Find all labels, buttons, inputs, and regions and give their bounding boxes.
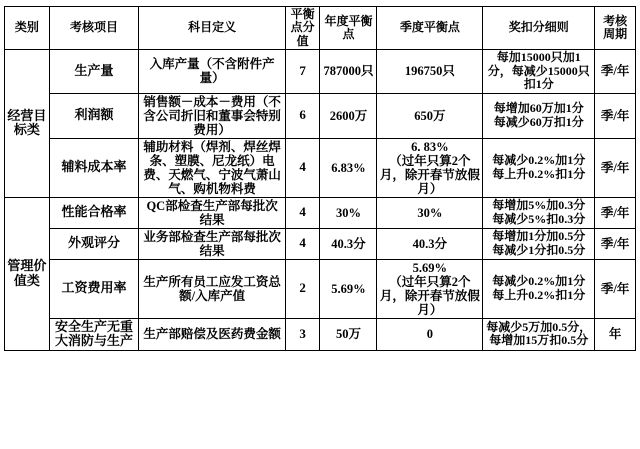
rule-line: 每减少60万扣1分 <box>493 114 584 129</box>
year-balance-line: 5.69% <box>331 281 366 296</box>
rule-line: 每减少1分扣0.5分 <box>492 242 586 257</box>
rules-cell <box>483 259 595 318</box>
cycle-cell: 年 <box>595 318 636 350</box>
points-cell: 7 <box>285 50 320 93</box>
year-balance-line: 40.3分 <box>331 236 366 251</box>
year-balance-cell <box>320 138 377 197</box>
definition-line: 生产部赔偿及医药费金额 <box>143 327 281 342</box>
year-balance-cell <box>320 197 377 228</box>
year-balance-line: 6.83% <box>331 160 366 175</box>
rule-line: 每加15000只加1分，每减少15000只扣1分 <box>487 50 590 92</box>
cycle-cell: 季/年 <box>595 228 636 259</box>
points-cell: 4 <box>285 138 320 197</box>
rule-line: 每上升0.2%扣1分 <box>492 166 586 181</box>
definition-line: 业务部检查生产部每批次结果 <box>143 229 281 258</box>
quarter-balance-cell <box>377 197 483 228</box>
col-header-category: 类别 <box>5 7 50 50</box>
definition-cell <box>139 50 286 93</box>
cycle-cell: 季/年 <box>595 197 636 228</box>
rule-line: 每增加60万加1分 <box>493 101 584 116</box>
definition-cell <box>139 138 286 197</box>
table-body <box>5 50 636 350</box>
cycle-cell: 季/年 <box>595 259 636 318</box>
year-balance-line: 30% <box>335 205 361 220</box>
quarter-balance-cell <box>377 259 483 318</box>
category-cell-business: 经营目标类 <box>5 50 50 197</box>
year-balance-cell <box>320 50 377 93</box>
year-balance-line: 787000只 <box>323 64 374 79</box>
col-header-cycle: 考核周期 <box>595 7 636 50</box>
cycle-cell: 季/年 <box>595 50 636 93</box>
item-cell: 利润额 <box>49 93 139 138</box>
rule-line: 每减少0.2%加1分 <box>492 153 586 168</box>
item-cell: 生产量 <box>49 50 139 93</box>
rule-line: 每减少5万加0.5分，每增加15万扣0.5分 <box>486 319 592 348</box>
definition-cell <box>139 228 286 259</box>
year-balance-cell <box>320 259 377 318</box>
rules-cell <box>483 228 595 259</box>
year-balance-line: 2600万 <box>329 108 368 123</box>
definition-line: 生产所有员工应发工资总额/入库产值 <box>143 274 281 303</box>
rule-line: 每增加1分加0.5分 <box>492 229 586 244</box>
table-row <box>5 50 636 93</box>
item-cell: 外观评分 <box>49 228 139 259</box>
col-header-item: 考核项目 <box>49 7 139 50</box>
rule-line: 每增加5%加0.3分 <box>492 198 586 213</box>
definition-line: 辅助材料（焊剂、焊丝焊条、塑膜、尼龙纸）电费、天燃气、宁波气萧山气、购机物料费 <box>143 139 281 196</box>
quarter-balance-note: （过年只算2个月，除开春节放假月） <box>379 153 480 196</box>
quarter-balance-cell <box>377 228 483 259</box>
points-cell: 4 <box>285 228 320 259</box>
definition-cell <box>139 197 286 228</box>
year-balance-cell <box>320 93 377 138</box>
definition-cell <box>139 318 286 350</box>
definition-line: 入库产量（不含附件产量） <box>149 57 275 86</box>
rules-cell <box>483 138 595 197</box>
col-header-points: 平衡点分值 <box>285 7 320 50</box>
col-header-definition: 科目定义 <box>139 7 286 50</box>
points-cell: 2 <box>285 259 320 318</box>
rules-cell <box>483 50 595 93</box>
points-cell: 4 <box>285 197 320 228</box>
rules-cell <box>483 318 595 350</box>
quarter-balance-cell <box>377 138 483 197</box>
points-cell: 6 <box>285 93 320 138</box>
definition-cell <box>139 259 286 318</box>
rules-cell <box>483 197 595 228</box>
cycle-cell: 季/年 <box>595 138 636 197</box>
quarter-balance-line: 196750只 <box>404 64 455 79</box>
item-cell: 工资费用率 <box>49 259 139 318</box>
table-row <box>5 138 636 197</box>
definition-line: 销售额－成本－费用（不含公司折旧和董事会特别费用） <box>143 94 281 137</box>
rule-line: 每减少5%扣0.3分 <box>492 211 586 226</box>
definition-line: QC部检查生产部每批次结果 <box>146 198 278 227</box>
item-cell: 性能合格率 <box>49 197 139 228</box>
year-balance-cell <box>320 228 377 259</box>
table-header-row <box>5 7 636 50</box>
col-header-year-balance: 年度平衡点 <box>320 7 377 50</box>
table-row <box>5 259 636 318</box>
category-cell-management: 管理价值类 <box>5 197 50 350</box>
quarter-balance-line: 5.69% <box>412 260 448 275</box>
item-cell: 安全生产无重大消防与生产 <box>49 318 139 350</box>
quarter-balance-line: 30% <box>417 205 443 220</box>
quarter-balance-note: （过年只算2个月，除开春节放假月） <box>379 274 480 317</box>
rule-line: 每上升0.2%扣1分 <box>492 287 586 302</box>
points-cell: 3 <box>285 318 320 350</box>
table-row <box>5 93 636 138</box>
cycle-cell: 季/年 <box>595 93 636 138</box>
table-row <box>5 197 636 228</box>
col-header-quarter-balance: 季度平衡点 <box>377 7 483 50</box>
quarter-balance-line: 650万 <box>414 108 446 123</box>
year-balance-line: 50万 <box>335 327 361 342</box>
kpi-table <box>4 6 636 351</box>
year-balance-cell <box>320 318 377 350</box>
quarter-balance-cell <box>377 93 483 138</box>
item-cell: 辅料成本率 <box>49 138 139 197</box>
rule-line: 每减少0.2%加1分 <box>492 274 586 289</box>
quarter-balance-cell <box>377 50 483 93</box>
col-header-rules: 奖扣分细则 <box>483 7 595 50</box>
definition-cell <box>139 93 286 138</box>
rules-cell <box>483 93 595 138</box>
table-row <box>5 318 636 350</box>
table-row <box>5 228 636 259</box>
quarter-balance-line: 40.3分 <box>412 236 448 251</box>
quarter-balance-line: 6. 83% <box>411 139 449 154</box>
quarter-balance-line: 0 <box>426 327 433 342</box>
quarter-balance-cell <box>377 318 483 350</box>
